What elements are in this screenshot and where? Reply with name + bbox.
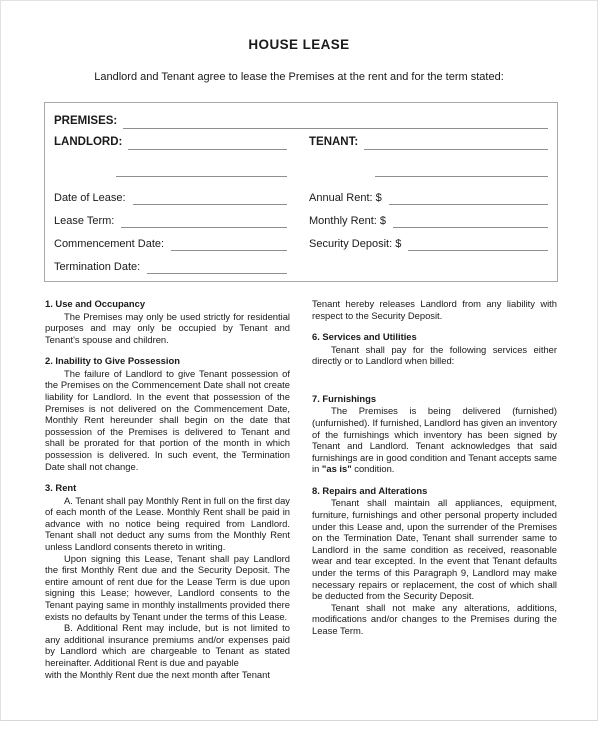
security-deposit-input-line[interactable]: [408, 238, 548, 251]
landlord-label: LANDLORD:: [54, 136, 123, 148]
section-2-heading: 2. Inability to Give Possession: [45, 355, 180, 367]
dates-column: [54, 191, 301, 283]
field-lease-term: [54, 214, 287, 228]
security-deposit-label: Security Deposit: $: [309, 238, 402, 250]
date-of-lease-label: Date of Lease:: [54, 192, 126, 204]
landlord-row: [54, 135, 287, 150]
landlord-column: [54, 135, 301, 177]
section-1-heading: 1. Use and Occupancy: [45, 298, 146, 309]
commencement-date-label: Commencement Date:: [54, 238, 165, 250]
section-1-paragraph: The Premises may only be used strictly for residential purposes and may only be occupied by Tenant and Tenant's spouse and children.: [45, 310, 290, 345]
section-7-paragraph: [312, 405, 557, 475]
section-7-text-b: condition.: [351, 463, 395, 475]
field-annual-rent: [309, 191, 548, 205]
right-text-column: [312, 298, 557, 674]
field-security-deposit: [309, 237, 548, 251]
rent-column: [301, 191, 548, 283]
landlord-input-line[interactable]: [128, 136, 287, 150]
termination-date-label: Termination Date:: [54, 261, 141, 273]
section-6-paragraph: Tenant shall pay for the following services either directly or to Landlord when billed:: [312, 343, 557, 367]
section-3-paragraph-b: B. Additional Rent may include, but is not limited to any additional insurance premiums and/or expenses paid by Landlord which are chargeable to Tenant as stated hereinafter. Additional Rent is due and payable: [45, 622, 290, 668]
section-2-paragraph: The failure of Landlord to give Tenant possession of the Premises on the Commencement Date shall not create liability for Landlord. In the event that possession of the Premises is not delivered on the Commencement Date, Monthly Rent hereunder shall begin on the date that possession of the Premises is delivered to Tenant and shall be prorated for that portion of the month in which possession is delivered. In such event, the Termination Date shall not change.: [45, 367, 290, 472]
tenant-label: TENANT:: [309, 136, 359, 148]
tenant-input-line[interactable]: [364, 136, 548, 150]
monthly-rent-input-line[interactable]: [393, 215, 548, 228]
as-is-emphasis: "as is": [321, 463, 352, 475]
field-date-of-lease: [54, 191, 287, 205]
section-8-paragraph-1: Tenant shall maintain all appliances, equipment, furniture, furnishings and other personal property included under this Lease and, upon the surrender of the Premises on the Termination Date, Tenant shall surrender same to Landlord in the same condition as received, reasonable wear and tear excepted. In the event that Tenant defaults under the terms of this Paragraph 9, Landlord may make necessary repairs or replacement, the cost of which shall be deducted from the Security Deposit.: [312, 497, 557, 602]
landlord-second-line[interactable]: [116, 156, 287, 177]
section-5-continuation: Tenant hereby releases Landlord from any liability with respect to the Security Deposit.: [312, 298, 557, 321]
clipped-line-wrapper: [45, 668, 290, 680]
section-3-heading: 3. Rent: [45, 482, 77, 494]
lease-term-label: Lease Term:: [54, 215, 115, 227]
field-commencement-date: [54, 237, 287, 251]
commencement-date-input-line[interactable]: [171, 238, 287, 251]
intro-text: Landlord and Tenant agree to lease the Premises at the rent and for the term stated:: [94, 71, 504, 83]
tenant-second-line[interactable]: [375, 156, 548, 177]
premises-row: [54, 114, 548, 129]
left-text-column: [45, 298, 290, 680]
field-monthly-rent: [309, 214, 548, 228]
section-3-paragraph-a: A. Tenant shall pay Monthly Rent in full on the first day of each month of the Lease. Monthly Rent shall be paid in advance with no notice being required from Landlord. Tenant shall not deduct any sums from the Monthly Rent unless Landlord consents thereto in writing.: [45, 494, 290, 552]
section-7-heading: 7. Furnishings: [312, 392, 377, 404]
section-3-paragraph-a2: Upon signing this Lease, Tenant shall pay Landlord the first Monthly Rent due and the Security Deposit. The entire amount of rent due for the Lease Term is due upon signing this Lease; however, Landlord consents to the Tenant paying same in monthly installments provided there exists no defaults by Tenant under the terms of this Lease.: [45, 552, 290, 622]
party-columns: [54, 135, 548, 177]
annual-rent-label: Annual Rent: $: [309, 192, 382, 204]
premises-label: PREMISES:: [54, 115, 118, 127]
terms-columns: [54, 191, 548, 283]
section-8-heading: 8. Repairs and Alterations: [312, 484, 428, 496]
monthly-rent-label: Monthly Rent: $: [309, 215, 387, 227]
body-columns: [45, 298, 557, 680]
date-of-lease-input-line[interactable]: [133, 192, 287, 205]
section-6-heading: 6. Services and Utilities: [312, 331, 417, 343]
section-8-paragraph-2: Tenant shall not make any alterations, additions, modifications and/or changes to the Premises during the Lease Term.: [312, 601, 557, 636]
lease-details-box: [44, 102, 558, 282]
annual-rent-input-line[interactable]: [389, 192, 548, 205]
field-termination-date: [54, 260, 287, 274]
termination-date-input-line[interactable]: [147, 261, 287, 274]
section-7-text-a: The Premises is being delivered (furnished) (unfurnished). If furnished, Landlord has given an inventory of the furnishings which inventory has been signed by Tenant and Landlord. Tenant acknowledges that said furnishings are in good condition and Tenant accepts same in: [312, 405, 557, 475]
tenant-column: [301, 135, 548, 177]
lease-term-input-line[interactable]: [121, 215, 287, 228]
page-title: HOUSE LEASE: [248, 37, 350, 52]
premises-input-line[interactable]: [123, 115, 548, 129]
section-3-paragraph-b-clipped: with the Monthly Rent due the next month after Tenant: [45, 668, 270, 680]
tenant-row: [309, 135, 548, 150]
